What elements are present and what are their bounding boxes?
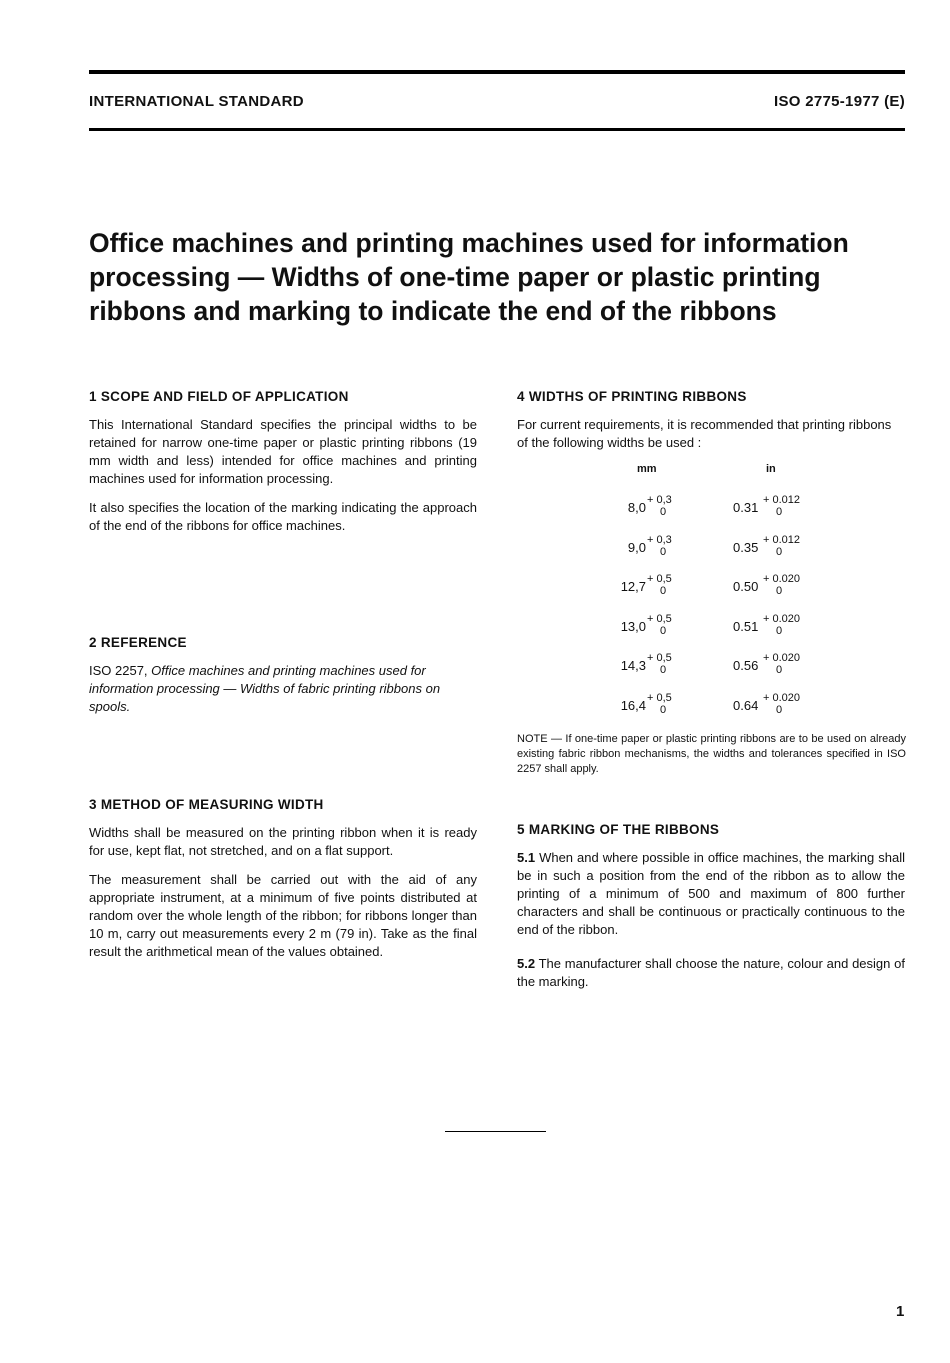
page-number: 1 — [896, 1303, 905, 1320]
section-4-intro: For current requirements, it is recommended that printing ribbons of the following widths be used : — [517, 417, 892, 450]
width-mm-tolerance-lower: 0 — [660, 624, 667, 637]
section-4 — [517, 389, 905, 463]
width-in-tolerance-lower: 0 — [776, 506, 783, 518]
width-in-tolerance-upper: + 0.012 — [763, 494, 801, 506]
width-mm-tolerance-upper: + 0,5 — [647, 612, 672, 625]
section-1-paragraph-2: It also specifies the location of the marking indicating the approach of the end of the ribbons for office machines. — [89, 500, 477, 533]
width-in-tolerance-lower: 0 — [776, 703, 783, 716]
header-left: INTERNATIONAL STANDARD — [89, 93, 304, 110]
section-2 — [89, 635, 477, 727]
width-mm-value: 9,0 — [627, 539, 646, 555]
width-in-tolerance-upper: + 0.020 — [763, 612, 801, 625]
section-1 — [89, 389, 477, 546]
width-mm-tolerance-upper: + 0,3 — [647, 494, 672, 506]
width-in-value: 0.31 — [733, 500, 759, 515]
column-header-mm: mm — [637, 463, 657, 475]
section-4-heading: 4 WIDTHS OF PRINTING RIBBONS — [517, 389, 747, 404]
width-mm-tolerance-upper: + 0,5 — [647, 573, 672, 585]
section-3-paragraph-1: Widths shall be measured on the printing ribbon when it is ready for use, kept flat, not stretched, and on a flat support. — [89, 825, 477, 858]
width-mm-tolerance-upper: + 0,3 — [647, 533, 672, 546]
title-line-2: processing — Widths of one-time paper or plastic printing — [89, 262, 821, 292]
width-in-tolerance-lower: 0 — [776, 624, 783, 637]
section-2-heading: 2 REFERENCE — [89, 635, 187, 650]
section-5-heading: 5 MARKING OF THE RIBBONS — [517, 822, 720, 837]
section-1-paragraph-1: This International Standard specifies the principal widths to be retained for narrow one-time paper or plastic printing ribbons (19 mm width and less) intended for office machines and printing machines used for information processing. — [89, 417, 477, 486]
width-in-value: 0.64 — [733, 697, 759, 713]
title-line-1: Office machines and printing machines used for information — [89, 228, 849, 258]
section-3-heading: 3 METHOD OF MEASURING WIDTH — [89, 797, 324, 812]
width-in-value: 0.56 — [733, 658, 759, 673]
width-in-value: 0.35 — [733, 539, 759, 555]
section-5-paragraph-1 — [517, 849, 905, 939]
section-3-paragraph-2: The measurement shall be carried out with the aid of any appropriate instrument, at a minimum of five points distributed at random over the whole length of the ribbon; for ribbons longer than 10 m, carry out measurements every 2 m (79 in). Take as the final result the arithmetical mean of the values obtained. — [89, 872, 477, 959]
table-note: NOTE — If one-time paper or plastic printing ribbons are to be used on already existing fabric ribbon mechanisms, the widths and tolerances specified in ISO 2257 shall apply. — [517, 733, 906, 775]
section-5 — [517, 822, 905, 1002]
end-rule — [445, 1131, 546, 1132]
width-in-tolerance-upper: + 0.020 — [763, 691, 801, 704]
width-in-tolerance-upper: + 0.012 — [763, 533, 801, 546]
reference-title: Office machines and printing machines used for information processing — Widths of fabric printing ribbons on spools. — [89, 663, 441, 714]
width-in-tolerance-lower: 0 — [776, 664, 783, 676]
width-in-value: 0.51 — [733, 618, 759, 634]
clause-5-2-number: 5.2 — [517, 956, 536, 971]
section-3 — [89, 797, 477, 972]
section-5-paragraph-2 — [517, 955, 905, 991]
width-mm-tolerance-lower: 0 — [660, 545, 667, 558]
document-title — [89, 226, 909, 328]
width-mm-value: 13,0 — [620, 618, 646, 634]
width-mm-tolerance-lower: 0 — [660, 506, 667, 518]
clause-5-1-number: 5.1 — [517, 850, 536, 865]
width-mm-tolerance-lower: 0 — [660, 585, 667, 597]
clause-5-2-text: The manufacturer shall choose the nature, colour and design of the marking. — [517, 956, 905, 989]
width-mm-value: 16,4 — [620, 697, 646, 713]
title-line-3: ribbons and marking to indicate the end of the ribbons — [89, 296, 777, 326]
header-right: ISO 2775-1977 (E) — [773, 93, 905, 110]
top-rule — [89, 70, 905, 74]
width-mm-tolerance-lower: 0 — [660, 703, 667, 716]
width-in-tolerance-lower: 0 — [776, 585, 783, 597]
width-mm-tolerance-upper: + 0,5 — [647, 691, 672, 704]
reference-standard: ISO 2257, — [89, 663, 152, 678]
clause-5-1-text: When and where possible in office machines, the marking shall be in such a position from the end of the ribbon as to allow the printing of a minimum of 500 and maximum of 800 further characters and shall be continuous or practically continuous to the end of the ribbon. — [517, 850, 905, 937]
width-mm-tolerance-lower: 0 — [660, 664, 667, 676]
width-mm-value: 14,3 — [620, 658, 646, 673]
width-in-tolerance-lower: 0 — [776, 545, 783, 558]
width-mm-value: 12,7 — [620, 579, 646, 594]
column-header-in: in — [766, 463, 776, 475]
header-bottom-rule — [89, 128, 905, 131]
section-1-heading: 1 SCOPE AND FIELD OF APPLICATION — [89, 389, 349, 404]
width-mm-tolerance-upper: + 0,5 — [647, 652, 672, 664]
width-in-tolerance-upper: + 0.020 — [763, 652, 801, 664]
width-in-tolerance-upper: + 0.020 — [763, 573, 801, 585]
width-mm-value: 8,0 — [627, 500, 646, 515]
width-in-value: 0.50 — [733, 579, 759, 594]
section-2-reference — [89, 662, 477, 716]
